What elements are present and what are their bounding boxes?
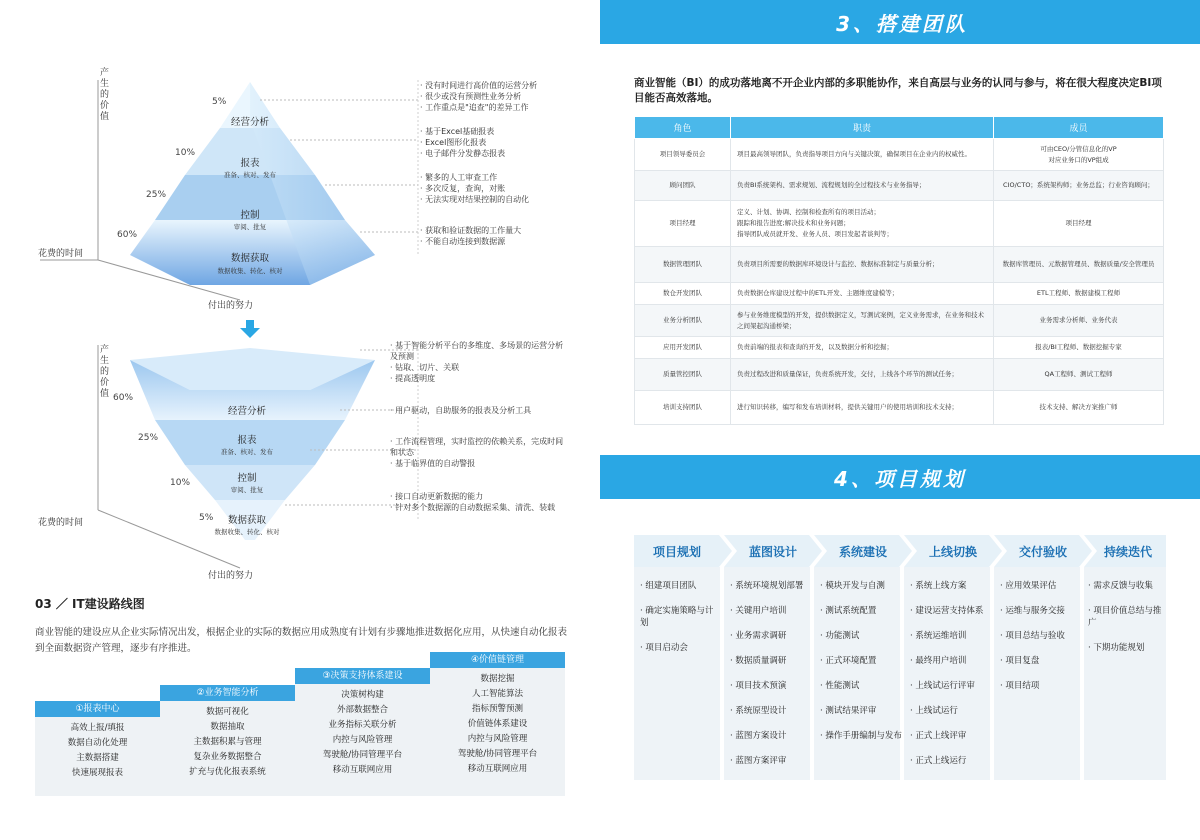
plan-item: · 蓝图方案设计 — [730, 730, 812, 742]
plan-stage-3-title: 系统建设 — [838, 544, 887, 559]
pyramid1-level2-title: 报表 — [240, 158, 260, 169]
note-item: · 接口自动更新数据的能力 — [390, 491, 570, 502]
note-item: · 工作重点是"追查"的差异工作 — [420, 102, 590, 113]
note-item: · 钻取、切片、关联 — [390, 362, 570, 373]
roadmap-step-3-title: ③决策支持体系建设 — [295, 668, 430, 684]
roadmap-item: 主数据搭建 — [76, 753, 119, 763]
plan-item: · 应用效果评估 — [1000, 580, 1082, 592]
member-cell: 业务需求分析师、业务代表 — [994, 305, 1164, 337]
pyramid2-diag-label: 花费的时间 — [38, 518, 84, 528]
pyramid1-notes-1 — [420, 80, 590, 113]
plan-stage-6-items — [1088, 580, 1168, 667]
roadmap-step-4-title: ④价值链管理 — [430, 652, 565, 668]
role-cell: 项目经理 — [635, 201, 731, 247]
col-role: 角色 — [635, 117, 731, 139]
plan-stage-1-items — [640, 580, 720, 667]
plan-stage-6-title: 持续迭代 — [1103, 544, 1152, 559]
plan-stage-5-title: 交付验收 — [1018, 544, 1067, 559]
pyramid2-tick-2: 25% — [138, 433, 159, 443]
role-cell: 培训支持团队 — [635, 391, 731, 425]
plan-item: · 关键用户培训 — [730, 605, 812, 617]
role-cell: 项目领导委员会 — [635, 139, 731, 171]
roadmap-step-1 — [35, 701, 160, 796]
note-item: · 很少或没有预测性业务分析 — [420, 91, 590, 102]
plan-item: · 需求反馈与收集 — [1088, 580, 1168, 592]
role-cell: 顾问团队 — [635, 171, 731, 201]
roadmap-title: 03 ／ IT建设路线图 — [35, 597, 145, 611]
roadmap-step-4 — [430, 652, 565, 796]
role-cell: 质量管控团队 — [635, 359, 731, 391]
pyramid2-notes-2 — [390, 405, 570, 416]
pyramid1-level1-title: 经营分析 — [230, 117, 269, 128]
note-item: · 电子邮件分发静态报表 — [420, 148, 590, 159]
plan-item: · 上线试运行评审 — [910, 680, 992, 692]
pyramid2-level2-title: 报表 — [237, 435, 257, 446]
table-row — [635, 247, 1164, 283]
pyramid1-notes-3 — [420, 172, 590, 205]
pyramid2-level4-title: 数据获取 — [227, 515, 266, 526]
section4-title: 4、项目规划 — [834, 466, 966, 491]
roadmap-item: 主数据积累与管理 — [193, 737, 262, 747]
pyramid2-x-label: 付出的努力 — [208, 571, 254, 581]
plan-item: · 项目价值总结与推广 — [1088, 605, 1168, 629]
plan-item: · 上线试运行 — [910, 705, 992, 717]
pyramid1-tick-1: 5% — [212, 97, 227, 107]
member-cell: 可由CEO/分管信息化的VP 对应业务口的VP组成 — [994, 139, 1164, 171]
pyramid2-notes-3 — [390, 436, 570, 469]
roadmap-item: 人工智能算法 — [471, 689, 523, 699]
pyramid2-tick-3: 10% — [170, 478, 191, 488]
plan-item: · 项目总结与验收 — [1000, 630, 1082, 642]
roadmap-item: 决策树构建 — [341, 690, 384, 700]
plan-item: · 下期功能规划 — [1088, 642, 1168, 654]
plan-stage-1-title: 项目规划 — [652, 544, 701, 559]
pyramid2-level1-title: 经营分析 — [227, 406, 266, 417]
plan-item: · 模块开发与自测 — [820, 580, 902, 592]
role-cell: 数仓开发团队 — [635, 283, 731, 305]
plan-item: · 系统运维培训 — [910, 630, 992, 642]
plan-item: · 正式上线运行 — [910, 755, 992, 767]
duty-cell: 定义、计划、协调、控制和检查所有的项目活动； 跟踪和报告进度;解决技术和业务问题； 指导团队成员就开发、业务人员、项目发起者谈判等； — [731, 201, 994, 247]
duty-cell: 参与业务维度模型的开发，提供数据定义，写测试案例，定义业务需求，在业务和技术之间架起沟通桥梁； — [731, 305, 994, 337]
plan-item: · 最终用户培训 — [910, 655, 992, 667]
roadmap-item: 外部数据整合 — [336, 705, 388, 715]
member-cell: ETL工程师、数据建模工程师 — [994, 283, 1164, 305]
roadmap-item: 数据可视化 — [206, 707, 249, 717]
note-item: · 不能自动连接到数据源 — [420, 236, 590, 247]
pyramid1-tick-4: 60% — [117, 230, 138, 240]
member-cell: 技术支持、解决方案推广师 — [994, 391, 1164, 425]
pyramid2-notes-4 — [390, 491, 570, 513]
pyramid2-level4-sub: 数据收集、转化、核对 — [214, 528, 280, 536]
down-arrow-icon — [240, 320, 260, 340]
plan-item: · 业务需求调研 — [730, 630, 812, 642]
team-roles-table — [634, 116, 1164, 425]
note-item: · Excel图形化报表 — [420, 137, 590, 148]
role-cell: 业务分析团队 — [635, 305, 731, 337]
roadmap-item: 驾驶舱/协同管理平台 — [322, 750, 403, 760]
table-row — [635, 201, 1164, 247]
roadmap-item: 内控与风险管理 — [332, 735, 393, 745]
plan-item: · 组建项目团队 — [640, 580, 720, 592]
table-header-row — [635, 117, 1164, 139]
roadmap-step-1-title: ①报表中心 — [35, 701, 160, 717]
table-row — [635, 337, 1164, 359]
pyramid1-level4-title: 数据获取 — [230, 253, 269, 264]
duty-cell: 项目最高领导团队，负责指导项目方向与关键决策，确保项目在企业内的权威性。 — [731, 139, 994, 171]
pyramid1-level3-sub: 审阅、批复 — [233, 223, 267, 231]
roadmap-desc: 商业智能的建设应从企业实际情况出发，根据企业的实际的数据应用成熟度有计划有步骤地推进数据化应用，从快速自动化报表到全面数据资产管理，逐步有序推进。 — [35, 627, 568, 654]
duty-cell: 负责数据仓库建设过程中的ETL开发、主题维度建模等； — [731, 283, 994, 305]
note-item: · 获取和验证数据的工作量大 — [420, 225, 590, 236]
pyramid2-notes-1 — [390, 340, 570, 384]
role-cell: 应用开发团队 — [635, 337, 731, 359]
roadmap-item: 业务指标关联分析 — [328, 720, 397, 730]
table-row — [635, 171, 1164, 201]
duty-cell: 进行知识转移，编写和发布培训材料，提供关键用户的使用培训和技术支持； — [731, 391, 994, 425]
pyramid2-tick-4: 5% — [199, 513, 214, 523]
note-item: · 基于临界值的自动警报 — [390, 458, 570, 469]
plan-item: · 系统原型设计 — [730, 705, 812, 717]
note-item: · 繁多的人工审查工作 — [420, 172, 590, 183]
plan-item: · 性能测试 — [820, 680, 902, 692]
duty-cell: 负责前端的报表和查询的开发，以及数据分析和挖掘； — [731, 337, 994, 359]
duty-cell: 负责BI系统架构、需求规划、流程规划的全过程技术与业务指导； — [731, 171, 994, 201]
member-cell: 报表/BI工程师、数据挖掘专家 — [994, 337, 1164, 359]
table-row — [635, 391, 1164, 425]
plan-item: · 系统环境规划部署 — [730, 580, 812, 592]
pyramid1-tick-3: 25% — [146, 190, 167, 200]
section4-banner — [600, 455, 1200, 499]
plan-item: · 确定实施策略与计划 — [640, 605, 720, 629]
roadmap-item: 数据挖掘 — [480, 674, 515, 684]
plan-item: · 正式上线评审 — [910, 730, 992, 742]
pyramid1-x-label: 付出的努力 — [208, 301, 254, 311]
role-cell: 数据管理团队 — [635, 247, 731, 283]
pyramid1-level4-sub: 数据收集、转化、核对 — [217, 267, 283, 275]
plan-item: · 项目复盘 — [1000, 655, 1082, 667]
col-member: 成员 — [994, 117, 1164, 139]
roadmap-item: 数据自动化处理 — [67, 738, 128, 748]
section3-banner — [600, 0, 1200, 44]
pyramid1-diag-label: 花费的时间 — [38, 249, 84, 259]
note-item: · 没有时间进行高价值的运营分析 — [420, 80, 590, 91]
duty-cell: 负责过程改进和质量保证，负责系统开发，交付，上线各个环节的测试任务； — [731, 359, 994, 391]
pyramid1-tick-2: 10% — [175, 148, 196, 158]
plan-stage-2-items — [730, 580, 812, 780]
pyramid1-notes-2 — [420, 126, 590, 159]
plan-item: · 项目启动会 — [640, 642, 720, 654]
plan-item: · 系统上线方案 — [910, 580, 992, 592]
plan-item: · 运维与服务交接 — [1000, 605, 1082, 617]
note-item: · 用户驱动，自助服务的报表及分析工具 — [390, 405, 570, 416]
plan-item: · 蓝图方案评审 — [730, 755, 812, 767]
plan-item: · 项目结项 — [1000, 680, 1082, 692]
plan-item: · 建设运营支持体系 — [910, 605, 992, 617]
plan-item: · 正式环境配置 — [820, 655, 902, 667]
note-item: · 多次反复，查询，对账 — [420, 183, 590, 194]
member-cell: CIO/CTO；系统架构师；业务总监；行业咨询顾问； — [994, 171, 1164, 201]
col-duty: 职责 — [731, 117, 994, 139]
pyramid1-level3-title: 控制 — [240, 210, 260, 221]
roadmap-step-2 — [160, 685, 295, 796]
pyramid1-notes-4 — [420, 225, 590, 247]
roadmap-item: 驾驶舱/协同管理平台 — [457, 749, 538, 759]
section3-title: 3、搭建团队 — [836, 11, 968, 36]
roadmap-item: 复杂业务数据整合 — [193, 752, 262, 762]
pyramid1-level2-sub: 准备、核对、发布 — [224, 171, 276, 179]
note-item: · 工作流程管理，实时监控的依赖关系，完成时间和状态 — [390, 436, 570, 458]
table-row — [635, 359, 1164, 391]
member-cell: QA工程师、测试工程师 — [994, 359, 1164, 391]
plan-stage-5-items — [1000, 580, 1082, 705]
plan-stage-4-items — [910, 580, 992, 780]
plan-item: · 功能测试 — [820, 630, 902, 642]
roadmap-item: 指标预警预测 — [471, 704, 523, 714]
note-item: · 提高透明度 — [390, 373, 570, 384]
roadmap-item: 扩充与优化报表系统 — [189, 767, 266, 777]
pyramid2-level3-sub: 审阅、批复 — [230, 486, 264, 494]
roadmap-item: 价值链体系建设 — [467, 719, 528, 729]
team-intro: 商业智能（BI）的成功落地离不开企业内部的多职能协作，来自高层与业务的认同与参与，将在很大程度决定BI项目能否高效落地。 — [634, 77, 1162, 104]
table-row — [635, 283, 1164, 305]
roadmap-item: 快速展现报表 — [71, 768, 123, 778]
pyramid2-level2-sub: 准备、核对、发布 — [221, 448, 273, 456]
plan-item: · 操作手册编制与发布 — [820, 730, 902, 742]
note-item: · 无法实现对结果控制的自动化 — [420, 194, 590, 205]
note-item: · 针对多个数据源的自动数据采集、清洗、装载 — [390, 502, 570, 513]
pyramid1-y-label: 产 生 的 价 值 — [100, 68, 110, 122]
note-item: · 基于智能分析平台的多维度、多场景的运营分析及预测 — [390, 340, 570, 362]
roadmap-item: 内控与风险管理 — [467, 734, 528, 744]
roadmap-item: 移动互联网应用 — [467, 764, 528, 774]
member-cell: 项目经理 — [994, 201, 1164, 247]
plan-item: · 项目技术预演 — [730, 680, 812, 692]
roadmap-step-2-title: ②业务智能分析 — [160, 685, 295, 701]
plan-item: · 数据质量调研 — [730, 655, 812, 667]
table-row — [635, 139, 1164, 171]
plan-stage-4-title: 上线切换 — [928, 544, 977, 559]
pyramid2-y-label: 产 生 的 价 值 — [100, 345, 110, 399]
plan-stage-3-items — [820, 580, 902, 755]
duty-cell: 负责项目所需要的数据库环境设计与监控、数据标准制定与质量分析； — [731, 247, 994, 283]
plan-item: · 测试系统配置 — [820, 605, 902, 617]
roadmap-item: 高效上报/填报 — [70, 723, 125, 733]
member-cell: 数据库管理员、元数据管理员、数据质量/安全管理员 — [994, 247, 1164, 283]
table-row — [635, 305, 1164, 337]
pyramid2-level3-title: 控制 — [237, 473, 257, 484]
plan-stage-2-title: 蓝图设计 — [748, 544, 797, 559]
pyramid2-tick-1: 60% — [113, 393, 134, 403]
note-item: · 基于Excel基础报表 — [420, 126, 590, 137]
roadmap-item: 数据抽取 — [210, 722, 245, 732]
roadmap-item: 移动互联网应用 — [332, 765, 393, 775]
plan-item: · 测试结果评审 — [820, 705, 902, 717]
roadmap-step-3 — [295, 668, 430, 796]
